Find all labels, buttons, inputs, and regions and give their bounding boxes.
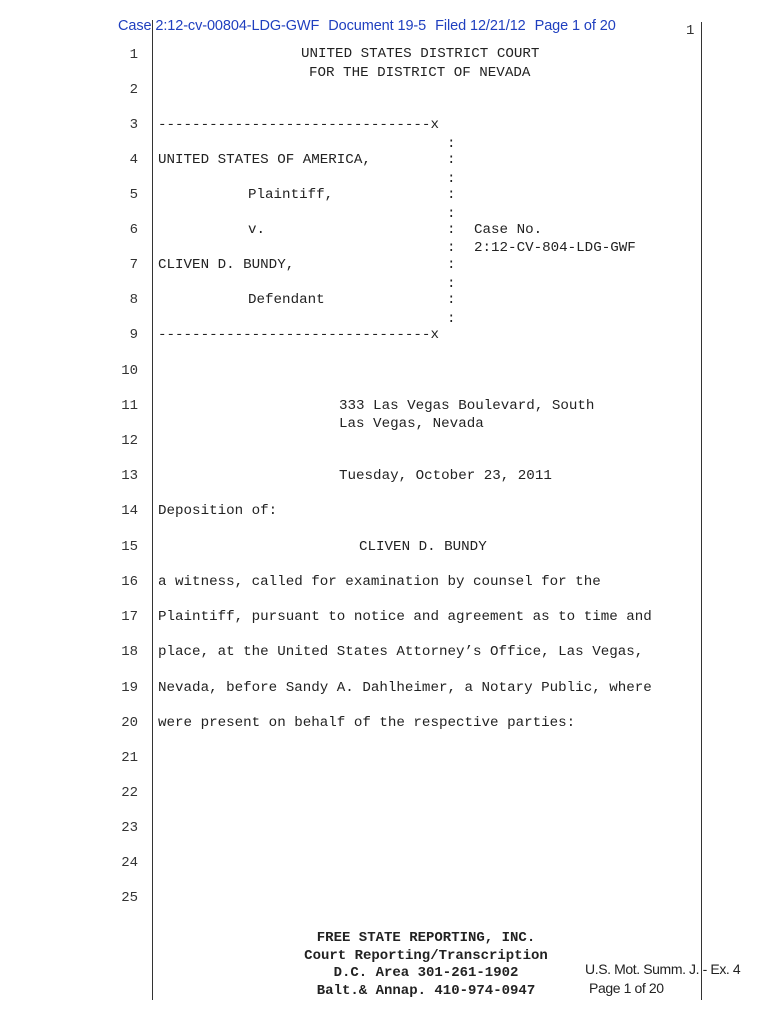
deposition-date: Tuesday, October 23, 2011: [339, 468, 552, 484]
line-number: 22: [121, 785, 138, 801]
line-number: 14: [121, 503, 138, 519]
caption-colon: :: [447, 292, 456, 308]
line-number: 1: [129, 47, 138, 63]
case-number-value: 2:12-CV-804-LDG-GWF: [474, 240, 636, 256]
line-number: 20: [121, 715, 138, 731]
exhibit-page: Page 1 of 20: [589, 980, 664, 996]
filing-header: [118, 18, 625, 34]
line-number: 7: [129, 257, 138, 273]
court-district: FOR THE DISTRICT OF NEVADA: [309, 65, 531, 81]
line-number: 6: [129, 222, 138, 238]
caption-colon: :: [447, 222, 456, 238]
line-number: 16: [121, 574, 138, 590]
line-number: 8: [129, 292, 138, 308]
line-number: 23: [121, 820, 138, 836]
body-text-line: were present on behalf of the respective parties:: [158, 715, 576, 731]
case-number-label: Case No.: [474, 222, 543, 238]
line-number: 5: [129, 187, 138, 203]
reporting-service: Court Reporting/Transcription: [304, 948, 548, 964]
line-number: 19: [121, 680, 138, 696]
line-number: 18: [121, 644, 138, 660]
defendant-name: CLIVEN D. BUNDY,: [158, 257, 295, 273]
dc-phone: D.C. Area 301-261-1902: [333, 965, 519, 981]
caption-colon: :: [447, 311, 456, 327]
caption-rule-bottom: --------------------------------x: [158, 327, 439, 343]
body-text-line: a witness, called for examination by counsel for the: [158, 574, 601, 590]
caption-colon: :: [447, 136, 456, 152]
filed-date-header: Filed 12/21/12: [435, 18, 526, 34]
caption-colon: :: [447, 257, 456, 273]
reporting-company: FREE STATE REPORTING, INC.: [316, 930, 536, 946]
page-count-header: Page 1 of 20: [534, 18, 616, 34]
line-number: 17: [121, 609, 138, 625]
left-margin-rule: [152, 20, 153, 1000]
deposition-of-label: Deposition of:: [158, 503, 278, 519]
line-number: 2: [129, 82, 138, 98]
caption-rule-top: --------------------------------x: [158, 117, 439, 133]
line-number: 3: [129, 117, 138, 133]
right-margin-rule: [701, 22, 702, 1000]
caption-colon: :: [447, 206, 456, 222]
document-number-header: Document 19-5: [328, 18, 427, 34]
versus: v.: [248, 222, 266, 238]
line-number: 9: [129, 327, 138, 343]
line-number: 11: [121, 398, 138, 414]
caption-colon: :: [447, 152, 456, 168]
line-number: 13: [121, 468, 138, 484]
baltimore-phone: Balt.& Annap. 410-974-0947: [316, 983, 536, 999]
defendant-role: Defendant: [248, 292, 325, 308]
plaintiff-role: Plaintiff,: [248, 187, 334, 203]
line-number: 21: [121, 750, 138, 766]
body-text-line: Plaintiff, pursuant to notice and agreement as to time and: [158, 609, 652, 625]
exhibit-label: U.S. Mot. Summ. J. - Ex. 4: [585, 961, 741, 977]
line-number: 4: [129, 152, 138, 168]
line-number: 15: [121, 539, 138, 555]
court-name: UNITED STATES DISTRICT COURT: [301, 46, 540, 62]
line-number: 25: [121, 890, 138, 906]
body-text-line: Nevada, before Sandy A. Dahlheimer, a Notary Public, where: [158, 680, 652, 696]
caption-colon: :: [447, 240, 456, 256]
transcript-page-number: 1: [686, 23, 695, 39]
witness-name: CLIVEN D. BUNDY: [359, 539, 487, 555]
case-number-header: Case 2:12-cv-00804-LDG-GWF: [118, 18, 320, 34]
line-number: 10: [121, 363, 138, 379]
address-line-2: Las Vegas, Nevada: [339, 416, 484, 432]
line-number: 24: [121, 855, 138, 871]
address-line-1: 333 Las Vegas Boulevard, South: [339, 398, 595, 414]
caption-colon: :: [447, 187, 456, 203]
caption-colon: :: [447, 171, 456, 187]
body-text-line: place, at the United States Attorney’s Office, Las Vegas,: [158, 644, 644, 660]
line-number: 12: [121, 433, 138, 449]
plaintiff-name: UNITED STATES OF AMERICA,: [158, 152, 371, 168]
caption-colon: :: [447, 276, 456, 292]
